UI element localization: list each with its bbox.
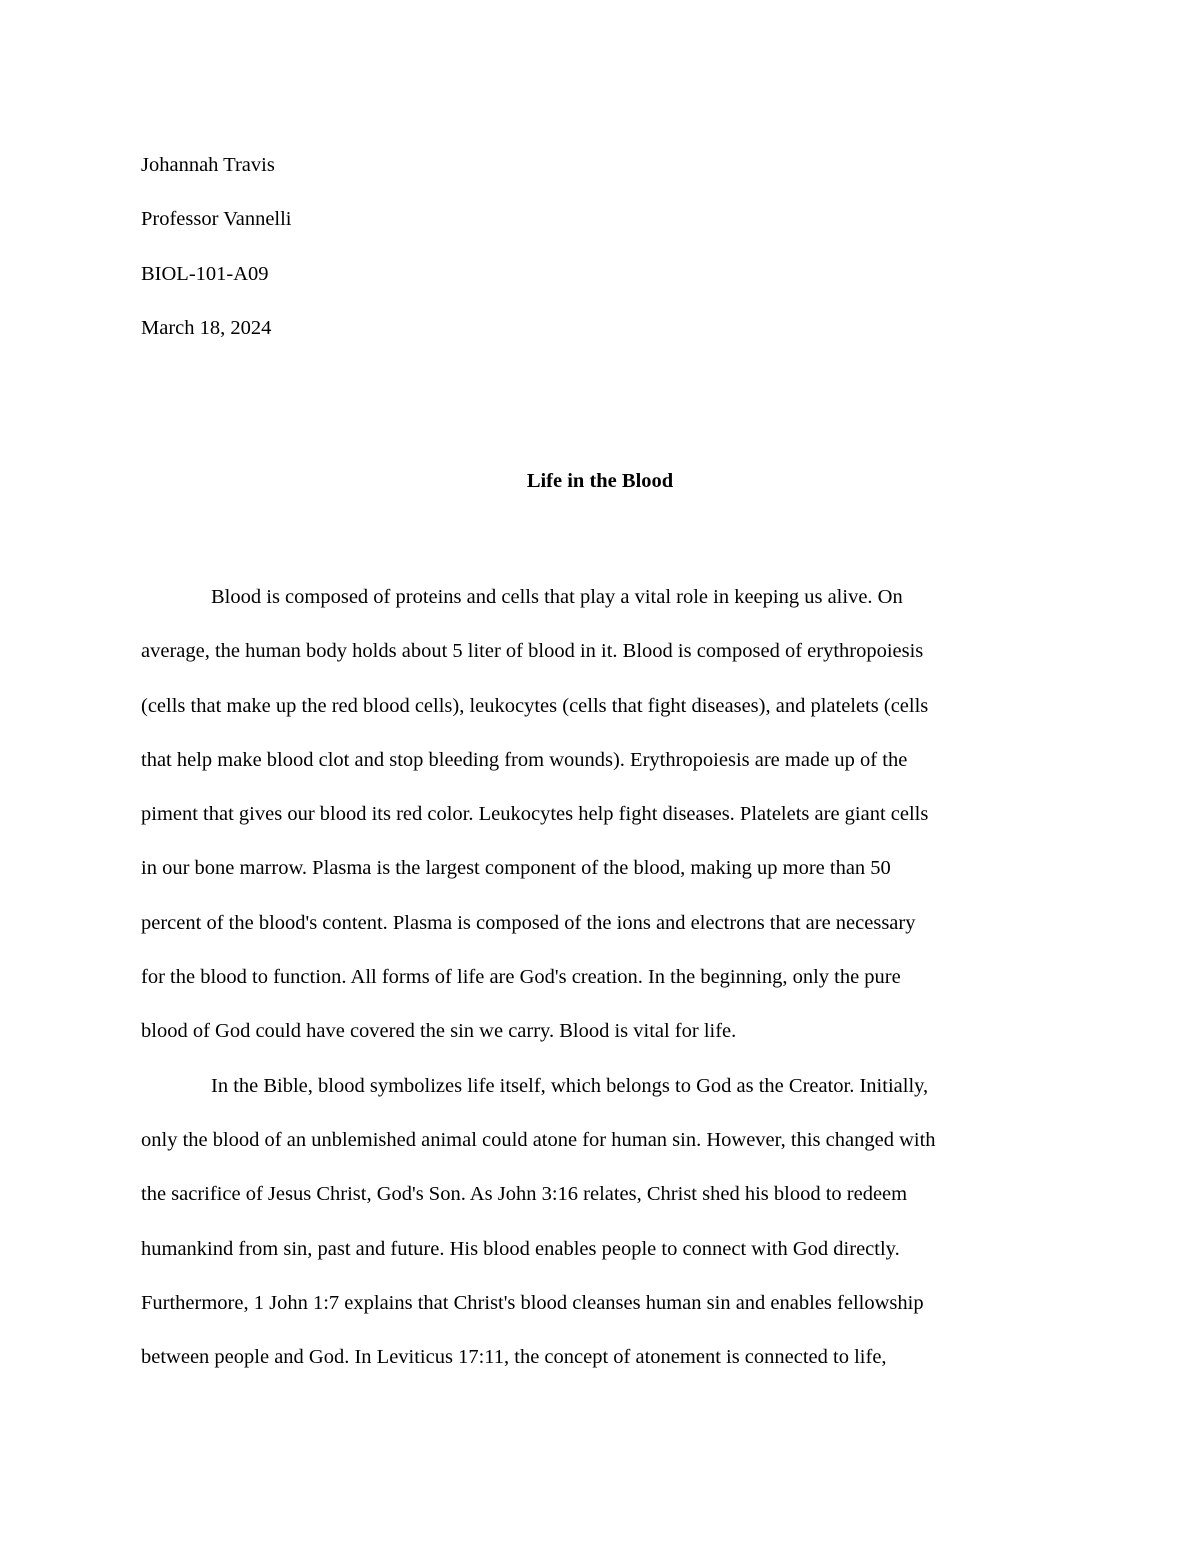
course-code: BIOL-101-A09 [141, 262, 269, 285]
paragraph-line: the sacrifice of Jesus Christ, God's Son. As John 3:16 relates, Christ shed his blood to redeem [141, 1183, 908, 1206]
paragraph-line: Furthermore, 1 John 1:7 explains that Christ's blood cleanses human sin and enables fellowship [141, 1291, 924, 1314]
paragraph-line: In the Bible, blood symbolizes life itself, which belongs to God as the Creator. Initially, [211, 1074, 929, 1097]
document-date: March 18, 2024 [141, 316, 272, 339]
paragraph-line: for the blood to function. All forms of life are God's creation. In the beginning, only the pure [141, 966, 901, 989]
document-body [141, 570, 1059, 1384]
paragraph-1 [141, 570, 1059, 1059]
paragraph-line: percent of the blood's content. Plasma is composed of the ions and electrons that are necessary [141, 911, 916, 934]
paragraph-2 [141, 1059, 1059, 1385]
paragraph-line: humankind from sin, past and future. His blood enables people to connect with God directly. [141, 1237, 900, 1260]
paragraph-line: piment that gives our blood its red color. Leukocytes help fight diseases. Platelets are giant cells [141, 803, 929, 826]
document-title: Life in the Blood [526, 470, 674, 492]
paragraph-line: Blood is composed of proteins and cells that play a vital role in keeping us alive. On [211, 586, 903, 608]
paragraph-line: (cells that make up the red blood cells), leukocytes (cells that fight diseases), and platelets (cells [141, 694, 929, 717]
paragraph-line: only the blood of an unblemished animal could atone for human sin. However, this changed with [141, 1128, 936, 1151]
paragraph-line: between people and God. In Leviticus 17:11, the concept of atonement is connected to life, [141, 1346, 887, 1369]
paragraph-line: in our bone marrow. Plasma is the largest component of the blood, making up more than 50 [141, 857, 891, 880]
professor-name: Professor Vannelli [141, 208, 292, 231]
student-name: Johannah Travis [141, 154, 275, 176]
document-header [141, 138, 1061, 355]
paragraph-line: average, the human body holds about 5 liter of blood in it. Blood is composed of erythropoiesis [141, 640, 924, 663]
paragraph-line: that help make blood clot and stop bleeding from wounds). Erythropoiesis are made up of the [141, 748, 908, 771]
paragraph-line: blood of God could have covered the sin we carry. Blood is vital for life. [141, 1020, 737, 1043]
